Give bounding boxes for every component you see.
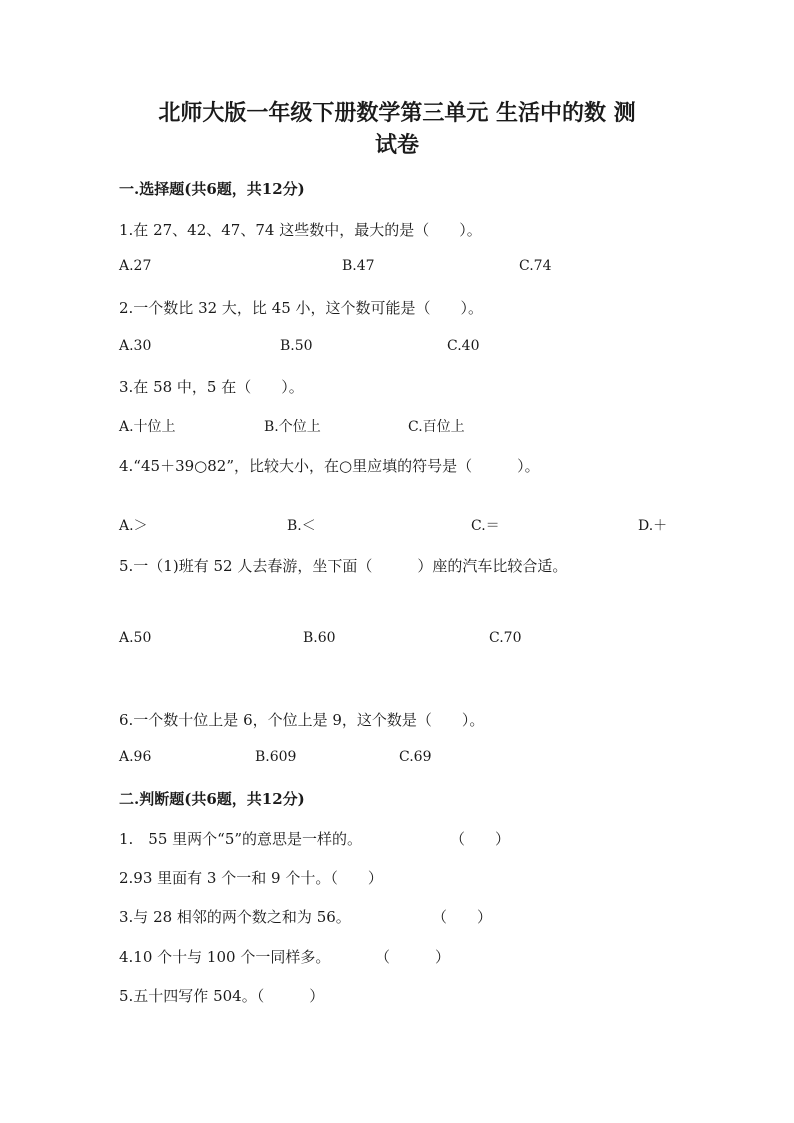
judge-question-3: 3.与 28 相邻的两个数之和为 56。	[119, 908, 351, 926]
judge-question-3-blank: （ ）	[432, 908, 493, 926]
judge-question-5: 5.五十四写作 504。（ ）	[119, 987, 325, 1005]
q6-option-a: A.96	[119, 749, 152, 765]
q4-option-d: D.＋	[638, 518, 668, 534]
q3-option-c: C.百位上	[408, 419, 465, 435]
question-2: 2.一个数比 32 大，比 45 小，这个数可能是（ ）。	[119, 299, 484, 317]
question-3: 3.在 58 中，5 在（ ）。	[119, 378, 304, 396]
q6-option-c: C.69	[399, 749, 432, 765]
question-4: 4.“45＋39○82”，比较大小，在○里应填的符号是（ ）。	[119, 457, 540, 475]
judge-question-4-blank: （ ）	[375, 948, 451, 966]
judge-question-2: 2.93 里面有 3 个一和 9 个十。（ ）	[119, 869, 383, 887]
q2-option-a: A.30	[119, 338, 152, 354]
question-1: 1.在 27、42、47、74 这些数中，最大的是（ ）。	[119, 221, 482, 239]
judge-question-1-blank: （ ）	[450, 830, 511, 848]
q2-option-c: C.40	[447, 338, 480, 354]
q5-option-a: A.50	[119, 630, 152, 646]
q4-option-a: A.＞	[119, 518, 148, 534]
q3-option-b: B.个位上	[264, 419, 321, 435]
q6-option-b: B.609	[255, 749, 297, 765]
section-heading-judge: 二.判断题(共6题，共12分)	[119, 790, 305, 808]
q3-option-a: A.十位上	[119, 419, 176, 435]
page-title-line2: 试卷	[374, 132, 419, 158]
q5-option-c: C.70	[489, 630, 522, 646]
question-5: 5.一（1)班有 52 人去春游，坐下面（ ）座的汽车比较合适。	[119, 557, 568, 575]
judge-question-4: 4.10 个十与 100 个一同样多。	[119, 948, 331, 966]
q2-option-b: B.50	[280, 338, 313, 354]
q4-option-c: C.＝	[471, 518, 500, 534]
q4-option-b: B.＜	[287, 518, 316, 534]
q1-option-b: B.47	[342, 258, 375, 274]
q5-option-b: B.60	[303, 630, 336, 646]
page-title-line1: 北师大版一年级下册数学第三单元 生活中的数 测	[158, 100, 636, 126]
q1-option-a: A.27	[119, 258, 152, 274]
judge-question-1: 1. 55 里两个“5”的意思是一样的。	[119, 830, 363, 848]
q1-option-c: C.74	[519, 258, 552, 274]
section-heading-choice: 一.选择题(共6题，共12分)	[119, 180, 305, 198]
question-6: 6.一个数十位上是 6，个位上是 9，这个数是（ ）。	[119, 711, 485, 729]
